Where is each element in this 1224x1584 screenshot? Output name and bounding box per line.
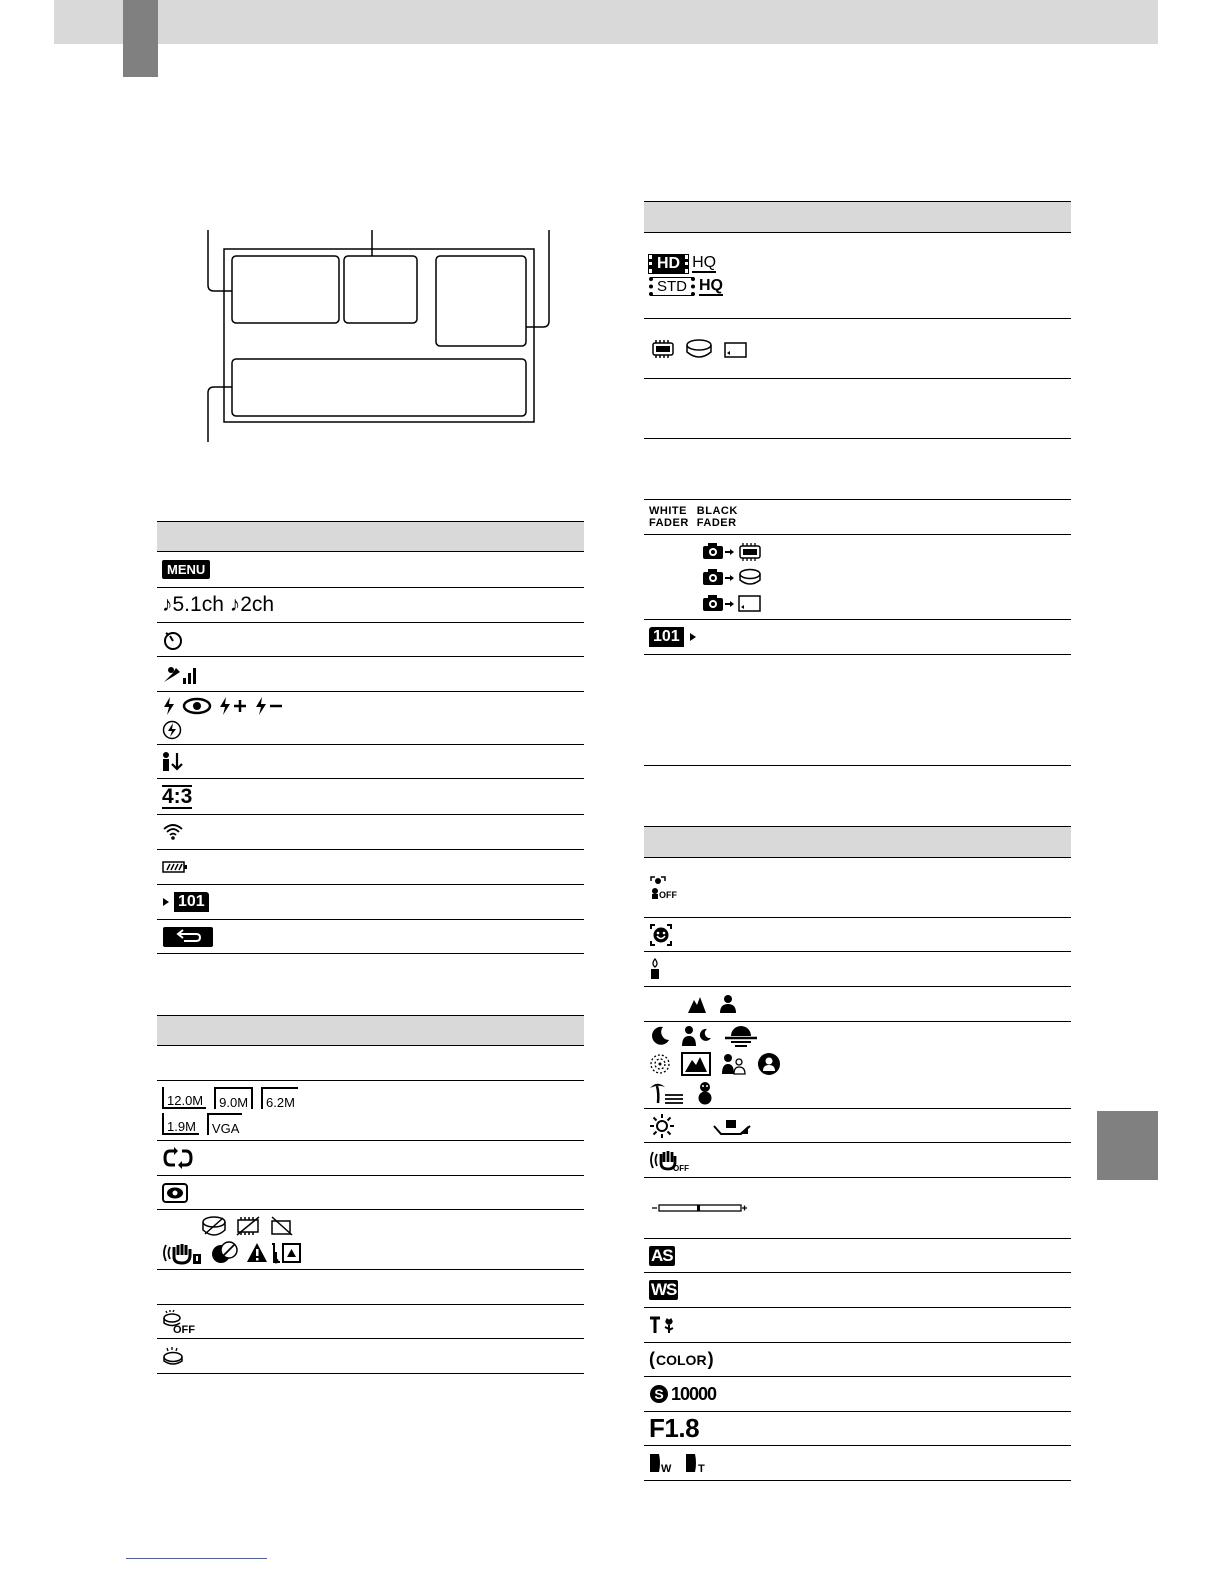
svg-text:OFF: OFF bbox=[173, 1323, 195, 1334]
beach-icon bbox=[649, 1081, 685, 1105]
landscape-mode-icon bbox=[687, 994, 707, 1014]
table-row bbox=[157, 692, 584, 745]
table-row bbox=[644, 1446, 1071, 1481]
folder-icon-2: 101 bbox=[649, 627, 684, 647]
night-portrait-icon bbox=[681, 1025, 713, 1047]
portrait-circle-icon bbox=[757, 1052, 781, 1076]
table-row bbox=[157, 779, 584, 815]
gps-signal-icon bbox=[162, 662, 198, 686]
portrait-couple-icon bbox=[721, 1053, 747, 1075]
svg-text:W: W bbox=[661, 1463, 672, 1474]
shutter-speed-icon bbox=[649, 1384, 669, 1404]
photo-to-memory-icon bbox=[702, 541, 764, 561]
image-size-6m-icon: 6.2M bbox=[261, 1087, 298, 1109]
table-row bbox=[644, 620, 1071, 655]
red-eye-icon bbox=[182, 696, 212, 716]
std-quality-icon: STD bbox=[649, 277, 695, 296]
table-row bbox=[157, 1141, 584, 1176]
right-icon-table-2 bbox=[644, 826, 1071, 1481]
disc-warning-icon bbox=[210, 1241, 240, 1265]
table-row bbox=[157, 588, 584, 623]
audio-mode-icon: ♪5.1ch ♪2ch bbox=[162, 593, 275, 616]
memory-card-icon bbox=[721, 338, 749, 360]
face-detection-off-icon bbox=[649, 876, 677, 900]
conversion-lens-wide-icon bbox=[649, 1452, 677, 1474]
table-row bbox=[644, 379, 1071, 439]
night-scene-icon bbox=[649, 1025, 671, 1047]
memory-error-icon bbox=[234, 1215, 262, 1237]
table-row bbox=[157, 657, 584, 692]
return-button-icon bbox=[162, 926, 214, 948]
table-header bbox=[157, 1015, 584, 1046]
one-push-wb-icon bbox=[713, 1116, 751, 1136]
play-arrow-icon-2 bbox=[689, 632, 697, 642]
mic-level-icon bbox=[162, 751, 184, 773]
table-row bbox=[157, 1339, 584, 1374]
battery-icon bbox=[162, 860, 188, 874]
conversion-lens-tele-icon bbox=[685, 1452, 713, 1474]
color-slow-shutter-paren-open: ( bbox=[649, 1349, 655, 1369]
photo-to-hdd-icon bbox=[702, 567, 764, 587]
white-balance-outdoor-icon bbox=[649, 1113, 675, 1139]
table-row bbox=[644, 233, 1071, 319]
menu-icon: MENU bbox=[162, 560, 210, 579]
portrait-mode-icon bbox=[719, 994, 737, 1014]
side-index-tab bbox=[1097, 1111, 1158, 1180]
table-row bbox=[644, 1377, 1071, 1412]
sunrise-sunset-icon bbox=[723, 1025, 759, 1047]
table-row bbox=[644, 500, 1071, 535]
svg-text:OFF: OFF bbox=[673, 1164, 689, 1172]
photo-to-card-icon bbox=[702, 593, 764, 613]
tele-macro-icon bbox=[649, 1315, 677, 1335]
table-row bbox=[644, 1343, 1071, 1377]
right-icon-table-1 bbox=[644, 201, 1071, 766]
exposure-slider-icon bbox=[649, 1202, 749, 1214]
wide-select-icon: WS bbox=[651, 1280, 677, 1299]
camera-shake-warning-icon bbox=[162, 1241, 204, 1265]
table-row bbox=[644, 1178, 1071, 1239]
self-timer-icon bbox=[162, 629, 184, 651]
table-row bbox=[157, 1176, 584, 1210]
svg-text:T: T bbox=[698, 1463, 705, 1474]
table-row bbox=[157, 745, 584, 779]
table-row bbox=[157, 1270, 584, 1305]
black-fader-icon: BLACK FADER bbox=[696, 505, 738, 529]
steadyshot-off-icon bbox=[649, 1148, 689, 1172]
folder-icon: 101 bbox=[174, 892, 209, 912]
aspect-ratio-icon: 4:3 bbox=[162, 784, 193, 808]
table-row bbox=[157, 920, 584, 954]
fireworks-icon bbox=[649, 1053, 671, 1075]
temperature-warning-icon bbox=[246, 1241, 302, 1265]
table-row bbox=[644, 987, 1071, 1022]
flash-plus-icon bbox=[218, 696, 248, 716]
table-row bbox=[157, 850, 584, 885]
candle-icon bbox=[649, 958, 661, 980]
image-size-9m-icon: 9.0M bbox=[214, 1087, 253, 1109]
table-row bbox=[157, 1081, 584, 1141]
image-size-12m-icon: 12.0M bbox=[162, 1087, 206, 1109]
table-row bbox=[157, 885, 584, 920]
svg-text:OFF: OFF bbox=[659, 889, 677, 900]
footer-link-line bbox=[126, 1558, 267, 1559]
hd-quality-icon: HD bbox=[649, 255, 688, 273]
flash-minus-icon bbox=[254, 696, 284, 716]
table-row bbox=[644, 1143, 1071, 1178]
snow-icon bbox=[695, 1081, 715, 1105]
table-row bbox=[644, 858, 1071, 918]
auto-slow-shutter-icon: AS bbox=[651, 1245, 673, 1265]
landscape-framed-icon bbox=[681, 1052, 711, 1076]
table-row bbox=[644, 1109, 1071, 1143]
play-arrow-icon bbox=[162, 897, 170, 907]
table-header bbox=[644, 826, 1071, 858]
color-slow-shutter-paren-close: ) bbox=[707, 1349, 714, 1369]
internal-memory-icon bbox=[649, 338, 677, 360]
drop-sensor-off-icon bbox=[162, 1310, 202, 1334]
shutter-speed-value: 10000 bbox=[671, 1383, 717, 1404]
table-row bbox=[157, 815, 584, 850]
aperture-value: F1.8 bbox=[649, 1413, 700, 1443]
table-row bbox=[644, 655, 1071, 766]
hard-disk-icon bbox=[685, 338, 713, 360]
flash-off-icon bbox=[162, 720, 182, 740]
table-row bbox=[644, 918, 1071, 952]
table-row bbox=[157, 623, 584, 657]
color-slow-shutter-icon: COLOR bbox=[656, 1351, 707, 1368]
hdd-error-icon bbox=[200, 1215, 228, 1237]
flash-icon bbox=[162, 696, 176, 716]
table-row bbox=[644, 535, 1071, 620]
table-row bbox=[644, 1239, 1071, 1273]
drop-sensor-icon bbox=[162, 1346, 184, 1366]
white-fader-icon: WHITE FADER bbox=[649, 505, 689, 529]
image-size-vga-icon: VGA bbox=[207, 1113, 242, 1135]
left-icon-table-2 bbox=[157, 1015, 584, 1374]
screen-diagram bbox=[0, 0, 600, 460]
image-size-1m-icon: 1.9M bbox=[162, 1113, 199, 1135]
hq-mode-icon: HQ bbox=[692, 254, 717, 271]
table-row bbox=[157, 1046, 584, 1081]
table-row bbox=[157, 1210, 584, 1270]
table-row bbox=[644, 952, 1071, 987]
metering-icon bbox=[162, 1183, 188, 1203]
left-icon-table-1 bbox=[157, 521, 584, 954]
table-row bbox=[644, 1308, 1071, 1343]
smile-shutter-icon bbox=[649, 924, 673, 946]
table-row bbox=[644, 1412, 1071, 1446]
table-row bbox=[157, 1305, 584, 1339]
table-row bbox=[644, 439, 1071, 500]
table-row bbox=[644, 1273, 1071, 1308]
card-error-icon bbox=[268, 1215, 296, 1237]
table-row bbox=[644, 319, 1071, 379]
table-header bbox=[157, 521, 584, 552]
svg-text:S: S bbox=[654, 1386, 664, 1402]
repeat-icon bbox=[162, 1147, 194, 1169]
hq-mode-icon-2: HQ bbox=[699, 276, 723, 294]
table-row bbox=[157, 552, 584, 588]
table-header bbox=[644, 201, 1071, 233]
wireless-icon bbox=[162, 822, 184, 842]
table-row bbox=[644, 1022, 1071, 1109]
